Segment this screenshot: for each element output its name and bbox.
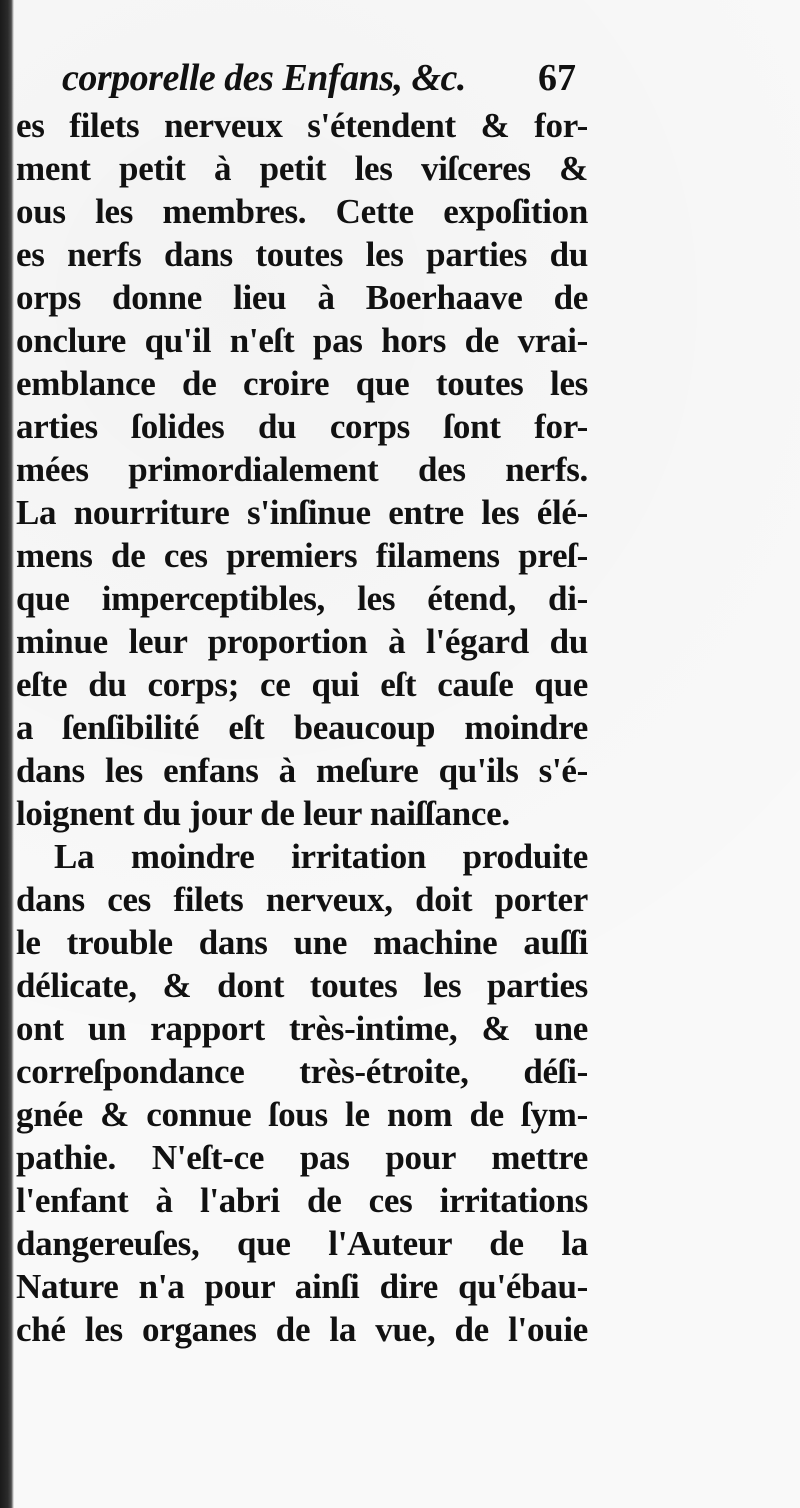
- text-line: ont un rapport très-intime, & une: [16, 1009, 588, 1048]
- text-line: que imperceptibles, les étend, di-: [16, 579, 588, 618]
- text-line: correſpondance très-étroite, déſi-: [16, 1052, 588, 1091]
- text-line: emblance de croire que toutes les: [16, 364, 588, 403]
- text-line: mens de ces premiers filamens preſ-: [16, 536, 588, 575]
- text-line: dans les enfans à meſure qu'ils s'é-: [16, 751, 588, 790]
- page-number: 67: [538, 57, 576, 99]
- text-line: La nourriture s'inſinue entre les élé-: [16, 493, 588, 532]
- running-head-title: corporelle des Enfans, &c.: [62, 57, 466, 99]
- text-line: le trouble dans une machine auſſi: [16, 923, 588, 962]
- text-line: La moindre irritation produite: [54, 837, 588, 876]
- text-line: a ſenſibilité eſt beaucoup moindre: [16, 708, 588, 747]
- page-binding-edge: [0, 0, 14, 1508]
- text-line: pathie. N'eſt-ce pas pour mettre: [16, 1138, 588, 1177]
- text-line: arties ſolides du corps ſont for-: [16, 407, 588, 446]
- text-line: gnée & connue ſous le nom de ſym-: [16, 1095, 588, 1134]
- text-line: loignent du jour de leur naiſſance.: [16, 794, 510, 833]
- text-line: ché les organes de la vue, de l'ouie: [16, 1310, 588, 1349]
- text-line: es filets nerveux s'étendent & for-: [16, 106, 588, 145]
- text-line: Nature n'a pour ainſi dire qu'ébau-: [16, 1267, 588, 1306]
- text-line: orps donne lieu à Boerhaave de: [16, 278, 588, 317]
- running-head: [16, 52, 588, 104]
- text-line: onclure qu'il n'eſt pas hors de vrai-: [16, 321, 588, 360]
- text-line: ment petit à petit les viſceres &: [16, 149, 588, 188]
- page-text-block: [16, 52, 588, 1351]
- text-line: dans ces filets nerveux, doit porter: [16, 880, 588, 919]
- text-line: ous les membres. Cette expoſition: [16, 192, 588, 231]
- text-line: minue leur proportion à l'égard du: [16, 622, 588, 661]
- text-line: délicate, & dont toutes les parties: [16, 966, 588, 1005]
- text-line: eſte du corps; ce qui eſt cauſe que: [16, 665, 588, 704]
- text-line: dangereuſes, que l'Auteur de la: [16, 1224, 588, 1263]
- body-text: [16, 104, 588, 1351]
- text-line: l'enfant à l'abri de ces irritations: [16, 1181, 588, 1220]
- text-line: mées primordialement des nerfs.: [16, 450, 588, 489]
- text-line: es nerfs dans toutes les parties du: [16, 235, 588, 274]
